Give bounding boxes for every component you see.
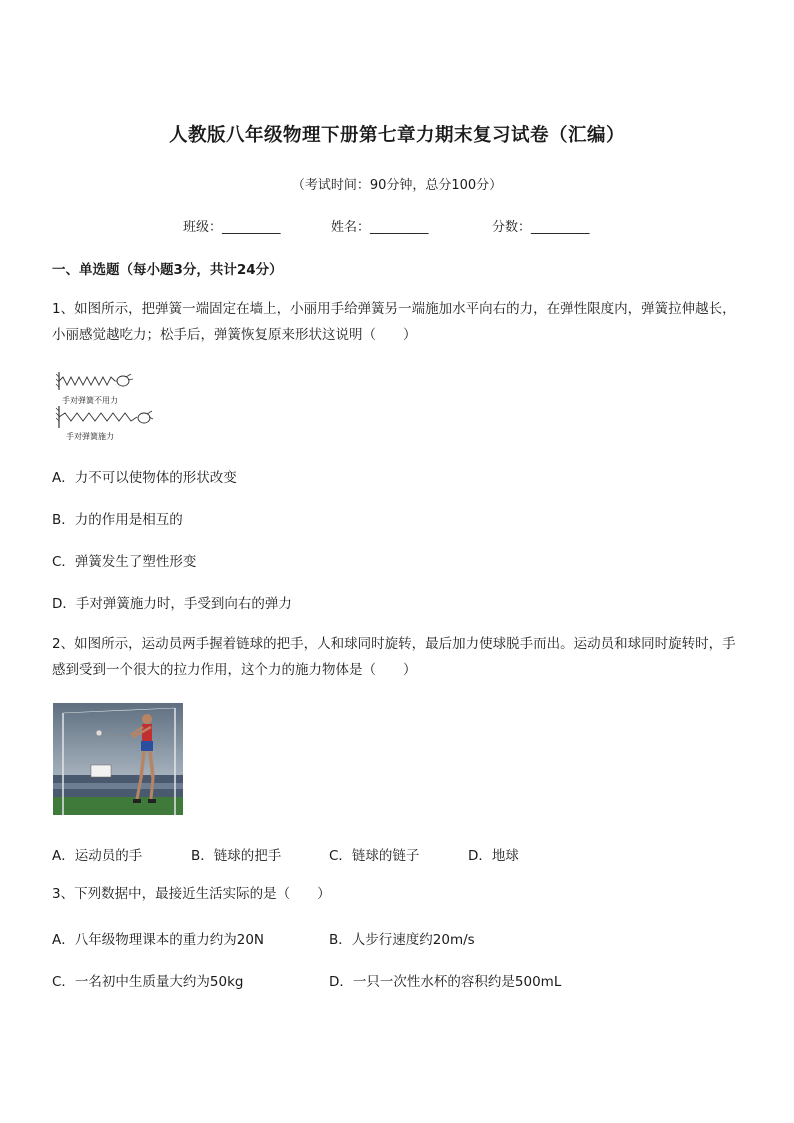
q3-option-a[interactable]: A．八年级物理课本的重力约为20N [52, 932, 265, 948]
q2-option-a[interactable]: A．运动员的手 [52, 848, 143, 864]
section-title: 一、单选题（每小题3分，共计24分） [52, 262, 283, 278]
hammer-throw-photo [53, 703, 183, 815]
question-2-stem: 2、如图所示，运动员两手握着链球的把手，人和球同时旋转，最后加力使球脱手而出。运动员和球同时旋转时，手感到受到一个很大的拉力作用，这个力的施力物体是（ ） [52, 636, 736, 678]
question-3-stem: 3、下列数据中，最接近生活实际的是（ ） [52, 886, 331, 902]
q2-option-c[interactable]: C．链球的链子 [329, 848, 420, 864]
class-field[interactable]: 班级：_________ [183, 220, 281, 235]
exam-subtitle: （考试时间：90分钟，总分100分） [291, 178, 503, 193]
name-field[interactable]: 姓名：_________ [331, 220, 429, 235]
q1-option-a[interactable]: A．力不可以使物体的形状改变 [52, 470, 237, 486]
q2-option-b[interactable]: B．链球的把手 [191, 848, 282, 864]
athlete-photo-icon [53, 703, 183, 815]
page-title: 人教版八年级物理下册第七章力期末复习试卷（汇编） [168, 125, 625, 146]
q3-option-c[interactable]: C．一名初中生质量大约为50kg [52, 974, 244, 990]
figure-label-force: 手对弹簧施力 [66, 432, 114, 441]
q1-option-b[interactable]: B．力的作用是相互的 [52, 512, 183, 528]
q3-option-d[interactable]: D．一只一次性水杯的容积约是500mL [329, 974, 562, 990]
figure-label-no-force: 手对弹簧不用力 [62, 396, 118, 405]
q1-option-d[interactable]: D．手对弹簧施力时，手受到向右的弹力 [52, 596, 292, 612]
question-1-stem: 1、如图所示，把弹簧一端固定在墙上，小丽用手给弹簧另一端施加水平向右的力，在弹性限度内，弹簧拉伸越长，小丽感觉越吃力；松手后，弹簧恢复原来形状这说明（ ） [52, 301, 736, 343]
q3-option-b[interactable]: B．人步行速度约20m/s [329, 932, 475, 948]
q1-option-c[interactable]: C．弹簧发生了塑性形变 [52, 554, 197, 570]
score-field[interactable]: 分数：_________ [492, 220, 590, 235]
q2-option-d[interactable]: D．地球 [468, 848, 519, 864]
